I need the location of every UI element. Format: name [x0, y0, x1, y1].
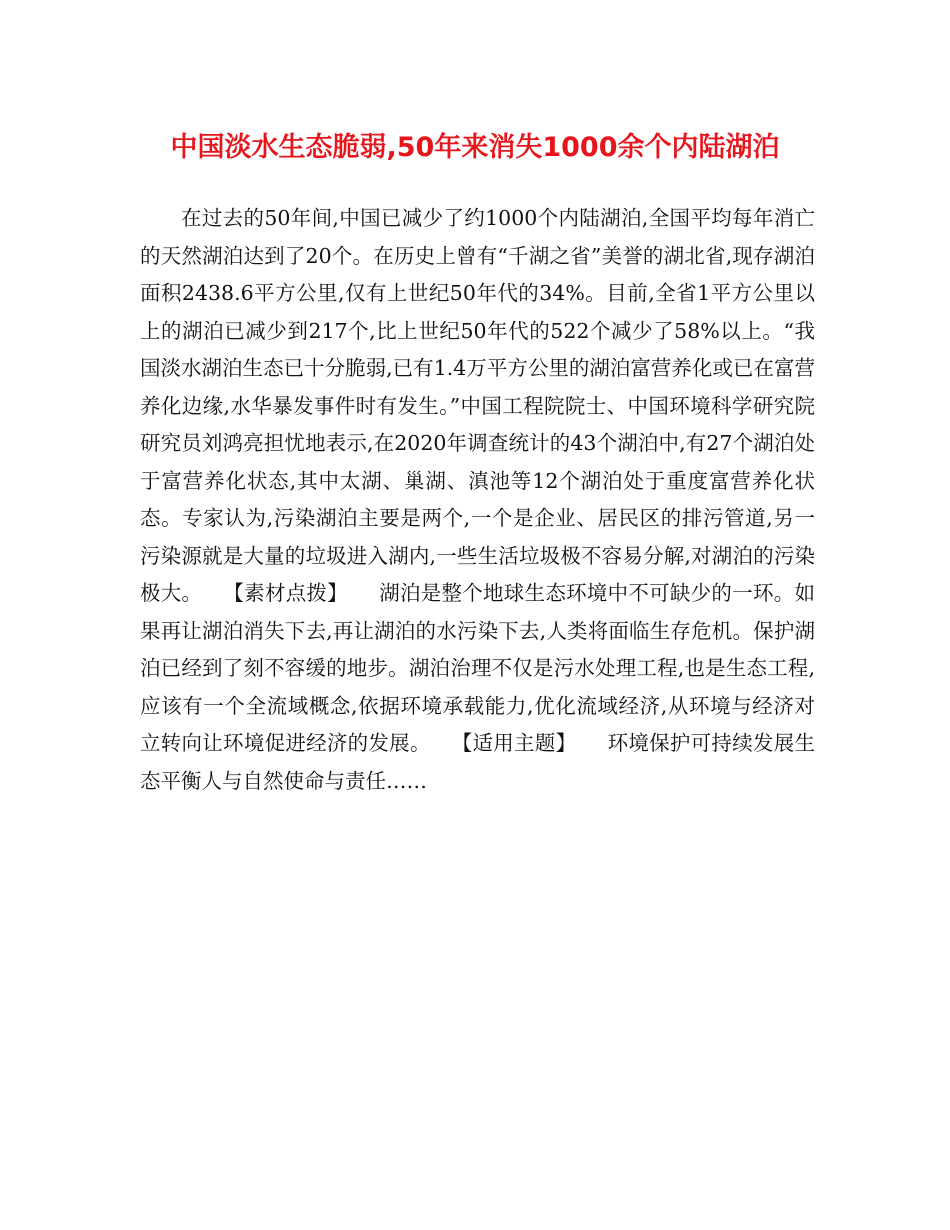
document-title: 中国淡水生态脆弱,50年来消失1000余个内陆湖泊: [170, 132, 780, 163]
document-body: 在过去的50年间,中国已减少了约1000个内陆湖泊,全国平均每年消亡的天然湖泊达到了20个。在历史上曾有“千湖之省”美誉的湖北省,现存湖泊面积2438.6平方公里,仅有上世纪50年代的34%。目前,全省1平方公里以上的湖泊已减少到217个,比上世纪50年代的522个减少了58%以上。“我国淡水湖泊生态已十分脆弱,已有1.4万平方公里的湖泊富营养化或已在富营养化边缘,水华暴发事件时有发生。”中国工程院院士、中国环境科学研究院研究员刘鸿亮担忧地表示,在2020年调查统计的43个湖泊中,有27个湖泊处于富营养化状态,其中太湖、巢湖、滇池等12个湖泊处于重度富营养化状态。专家认为,污染湖泊主要是两个,一个是企业、居民区的排污管道,另一污染源就是大量的垃圾进入湖内,一些生活垃圾极不容易分解,对湖泊的污染极大。 【素材点拨】 湖泊是整个地球生态环境中不可缺少的一环。如果再让湖泊消失下去,再让湖泊的水污染下去,人类将面临生存危机。保护湖泊已经到了刻不容缓的地步。湖泊治理不仅是污水处理工程,也是生态工程,应该有一个全流域概念,依据环境承载能力,优化流域经济,从环境与经济对立转向让环境促进经济的发展。 【适用主题】 环境保护可持续发展生态平衡人与自然使命与责任……: [140, 206, 815, 793]
